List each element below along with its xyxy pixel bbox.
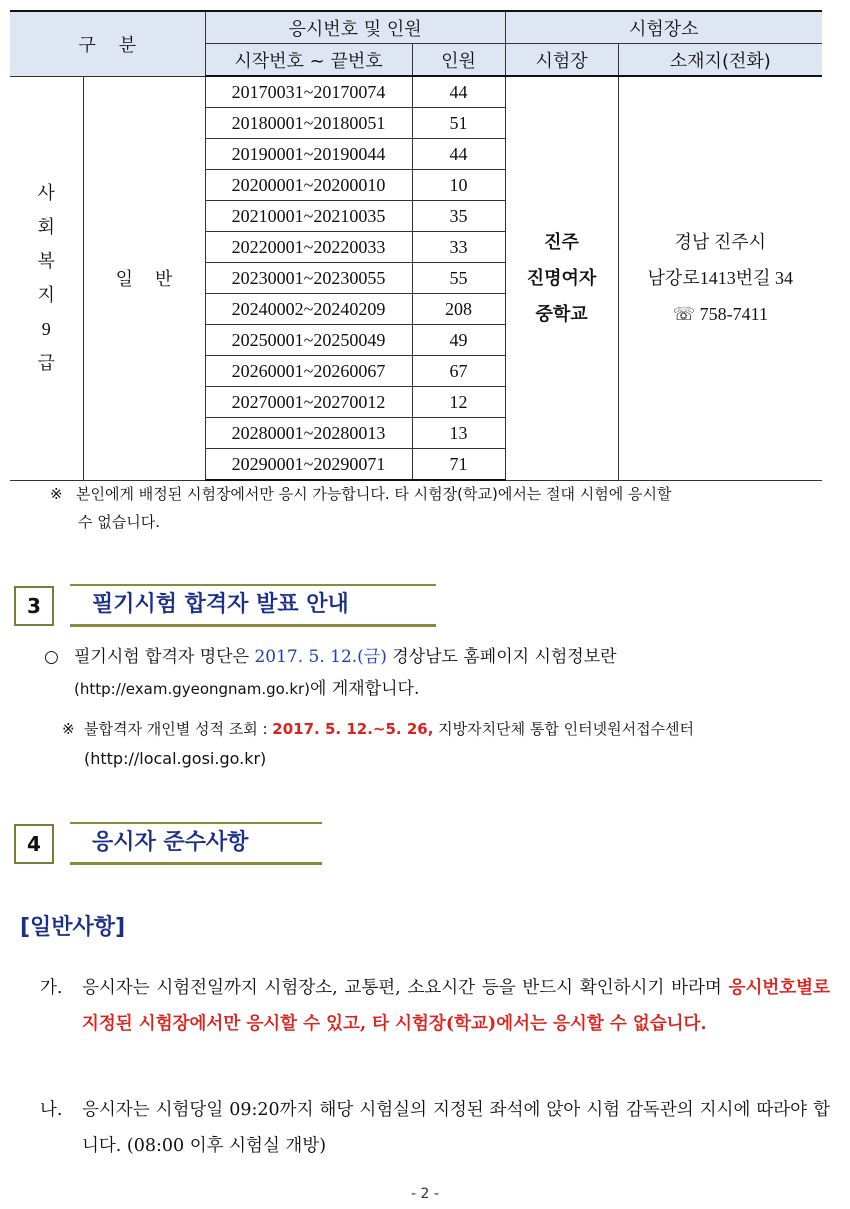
bullet: ○ xyxy=(44,647,59,667)
item-ga-label: 가. xyxy=(40,978,63,998)
item-ga-text: 응시자는 시험전일까지 시험장소, 교통편, 소요시간 등을 반드시 확인하시기 바라며 xyxy=(82,978,729,998)
count-cell: 44 xyxy=(412,76,505,108)
count-cell: 35 xyxy=(412,201,505,232)
venue-cell xyxy=(505,76,618,480)
category-char: 회 xyxy=(37,217,55,237)
section-4-number: 4 xyxy=(14,824,54,864)
item-na xyxy=(40,1092,830,1164)
section-3-number: 3 xyxy=(14,586,54,626)
announce-url: (http://exam.gyeongnam.go.kr) xyxy=(74,680,311,698)
phone-line: ☏ 758-7411 xyxy=(672,304,768,325)
announce-date: 2017. 5. 12.(금) xyxy=(254,647,387,667)
page-number: - 2 - xyxy=(411,1186,439,1202)
count-cell: 51 xyxy=(412,108,505,139)
venue-line: 진주 xyxy=(544,232,579,253)
section-3-title: 필기시험 합격자 발표 안내 xyxy=(70,584,436,627)
score-text-a: 불합격자 개인별 성적 조회 : xyxy=(84,720,273,738)
notice-mark: ※ xyxy=(50,485,63,503)
venue-line: 진명여자 xyxy=(526,268,597,289)
range-cell: 20220001~20220033 xyxy=(205,232,412,263)
range-cell: 20260001~20260067 xyxy=(205,356,412,387)
address-line: 남강로1413번길 34 xyxy=(647,268,793,289)
range-cell: 20200001~20200010 xyxy=(205,170,412,201)
announce-text-c: 에 게재합니다. xyxy=(310,679,420,699)
score-date: 2017. 5. 12.~5. 26, xyxy=(272,720,434,738)
range-cell: 20270001~20270012 xyxy=(205,387,412,418)
venue-notice xyxy=(50,480,830,536)
item-ga-highlight: 응시번호별로 지정된 시험장에서만 응시할 수 있고, 타 시험장(학교)에서는 응시할 수 없습니다. xyxy=(82,978,830,1034)
table-row xyxy=(10,76,822,108)
count-cell: 55 xyxy=(412,263,505,294)
header-venue-group: 시험장소 xyxy=(505,11,822,44)
header-category: 구 분 xyxy=(10,11,205,76)
count-cell: 49 xyxy=(412,325,505,356)
count-cell: 13 xyxy=(412,418,505,449)
category-cell xyxy=(10,76,83,480)
section-4-title: 응시자 준수사항 xyxy=(70,822,322,865)
address-line: 경남 진주시 xyxy=(674,232,766,253)
score-text-b: 지방자치단체 통합 인터넷원서접수센터 xyxy=(433,720,695,738)
header-exam-number-group: 응시번호 및 인원 xyxy=(205,11,505,44)
range-cell: 20180001~20180051 xyxy=(205,108,412,139)
note-mark: ※ xyxy=(62,720,75,738)
range-cell: 20250001~20250049 xyxy=(205,325,412,356)
range-cell: 20170031~20170074 xyxy=(205,76,412,108)
category-char: 지 xyxy=(37,285,55,305)
item-na-label: 나. xyxy=(40,1100,63,1120)
category-char: 사 xyxy=(37,183,55,203)
count-cell: 12 xyxy=(412,387,505,418)
range-cell: 20280001~20280013 xyxy=(205,418,412,449)
range-cell: 20210001~20210035 xyxy=(205,201,412,232)
general-heading: [일반사항] xyxy=(20,915,126,940)
section-3-note xyxy=(62,714,832,774)
range-cell: 20240002~20240209 xyxy=(205,294,412,325)
range-cell: 20290001~20290071 xyxy=(205,449,412,481)
count-cell: 67 xyxy=(412,356,505,387)
item-ga xyxy=(40,970,830,1042)
section-3-paragraph xyxy=(44,641,834,705)
count-cell: 10 xyxy=(412,170,505,201)
category-char: 급 xyxy=(37,353,55,373)
header-range: 시작번호 ~ 끝번호 xyxy=(205,44,412,77)
address-cell xyxy=(618,76,822,480)
count-cell: 33 xyxy=(412,232,505,263)
score-url: (http://local.gosi.go.kr) xyxy=(84,749,267,768)
announce-text-b: 경상남도 홈페이지 시험정보란 xyxy=(386,647,617,667)
subcategory-label: 일반 xyxy=(115,269,195,290)
header-address: 소재지(전화) xyxy=(618,44,822,77)
item-na-text: 응시자는 시험당일 09:20까지 해당 시험실의 지정된 좌석에 앉아 시험 감독관의 지시에 따라야 합니다. (08:00 이후 시험실 개방) xyxy=(82,1100,830,1156)
venue-line: 중학교 xyxy=(535,304,588,325)
count-cell: 208 xyxy=(412,294,505,325)
range-cell: 20190001~20190044 xyxy=(205,139,412,170)
notice-line-1: 본인에게 배정된 시험장에서만 응시 가능합니다. 타 시험장(학교)에서는 절대 시험에 응시할 xyxy=(76,485,672,503)
category-char: 9 xyxy=(41,319,51,339)
notice-line-2: 수 없습니다. xyxy=(78,513,160,531)
subcategory-cell xyxy=(83,76,205,480)
announce-text-a: 필기시험 합격자 명단은 xyxy=(74,647,255,667)
count-cell: 71 xyxy=(412,449,505,481)
category-char: 복 xyxy=(37,251,55,271)
header-venue: 시험장 xyxy=(505,44,618,77)
exam-venue-table xyxy=(10,10,822,481)
header-count: 인원 xyxy=(412,44,505,77)
range-cell: 20230001~20230055 xyxy=(205,263,412,294)
count-cell: 44 xyxy=(412,139,505,170)
